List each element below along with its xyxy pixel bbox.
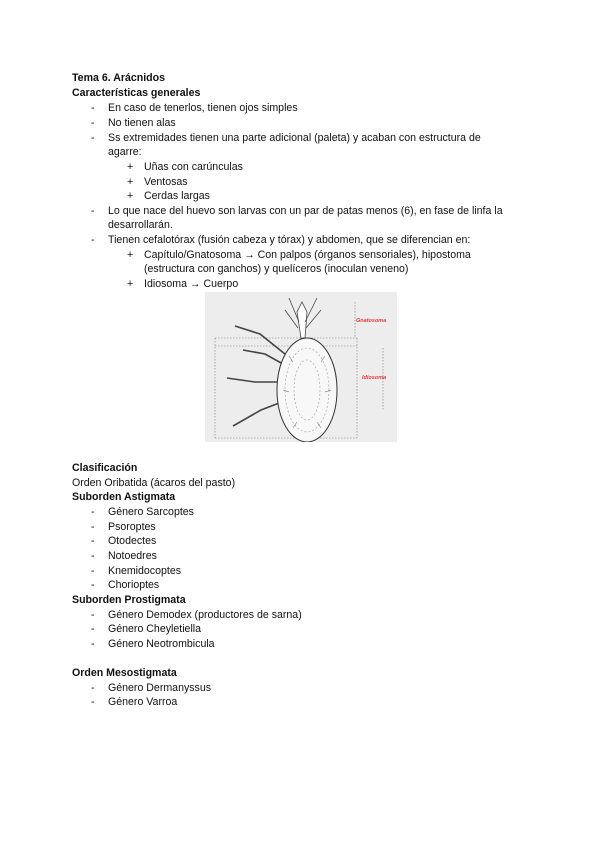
label-gnathosoma: Gnatosoma	[356, 318, 387, 324]
list-item-continuation: agarre:	[108, 146, 142, 158]
plus-marker: +	[127, 249, 134, 261]
list-item: Ss extremidades tienen una parte adicional (paleta) y acaban con estructura de	[108, 132, 481, 144]
dash-marker: -	[91, 579, 95, 591]
genus-item: Género Demodex (productores de sarna)	[108, 609, 302, 621]
suborder-astigmata-heading: Suborden Astigmata	[72, 491, 176, 503]
dash-marker: -	[91, 623, 95, 635]
dash-marker: -	[91, 132, 95, 144]
genus-item: Knemidocoptes	[108, 565, 182, 577]
suborder-prostigmata-heading: Suborden Prostigmata	[72, 594, 186, 606]
sub-list-item-continuation: (estructura con ganchos) y quelíceros (inoculan veneno)	[144, 263, 409, 275]
dash-marker: -	[91, 565, 95, 577]
section-heading-general: Características generales	[72, 87, 201, 99]
genus-item: Género Neotrombicula	[108, 638, 215, 650]
mite-illustration	[205, 292, 397, 442]
genus-item: Género Sarcoptes	[108, 506, 194, 518]
dash-marker: -	[91, 550, 95, 562]
sub-list-item: Ventosas	[144, 176, 188, 188]
dash-marker: -	[91, 102, 95, 114]
mite-diagram	[205, 292, 397, 442]
genus-item: Otodectes	[108, 535, 157, 547]
sub-list-item: Uñas con carúnculas	[144, 161, 243, 173]
dash-marker: -	[91, 234, 95, 246]
genus-item: Género Varroa	[108, 696, 178, 708]
sub-list-item: Capítulo/Gnatosoma → Con palpos (órganos sensoriales), hipostoma	[144, 249, 471, 261]
dash-marker: -	[91, 205, 95, 217]
dash-marker: -	[91, 696, 95, 708]
genus-item: Notoedres	[108, 550, 157, 562]
list-item: En caso de tenerlos, tienen ojos simples	[108, 102, 298, 114]
dash-marker: -	[91, 117, 95, 129]
list-item: Tienen cefalotórax (fusión cabeza y tórax) y abdomen, que se diferencian en:	[108, 234, 471, 246]
genus-item: Género Cheyletiella	[108, 623, 202, 635]
order-mesostigmata-heading: Orden Mesostigmata	[72, 667, 177, 679]
plus-marker: +	[127, 176, 134, 188]
dash-marker: -	[91, 506, 95, 518]
sub-list-item: Cerdas largas	[144, 190, 210, 202]
section-heading-classification: Clasificación	[72, 462, 138, 474]
plus-marker: +	[127, 161, 134, 173]
page-title: Tema 6. Arácnidos	[72, 72, 166, 84]
dash-marker: -	[91, 535, 95, 547]
plus-marker: +	[127, 190, 134, 202]
genus-item: Chorioptes	[108, 579, 160, 591]
dash-marker: -	[91, 521, 95, 533]
order-oribatida: Orden Oribatida (ácaros del pasto)	[72, 477, 236, 489]
genus-item: Psoroptes	[108, 521, 156, 533]
genus-item: Género Dermanyssus	[108, 682, 212, 694]
list-item: Lo que nace del huevo son larvas con un par de patas menos (6), en fase de linfa la	[108, 205, 503, 217]
dash-marker: -	[91, 638, 95, 650]
plus-marker: +	[127, 278, 134, 290]
label-idiosoma: Idiosoma	[362, 375, 387, 381]
dash-marker: -	[91, 609, 95, 621]
list-item-continuation: desarrollarán.	[108, 219, 173, 231]
dash-marker: -	[91, 682, 95, 694]
list-item: No tienen alas	[108, 117, 176, 129]
sub-list-item: Idiosoma → Cuerpo	[144, 278, 239, 290]
